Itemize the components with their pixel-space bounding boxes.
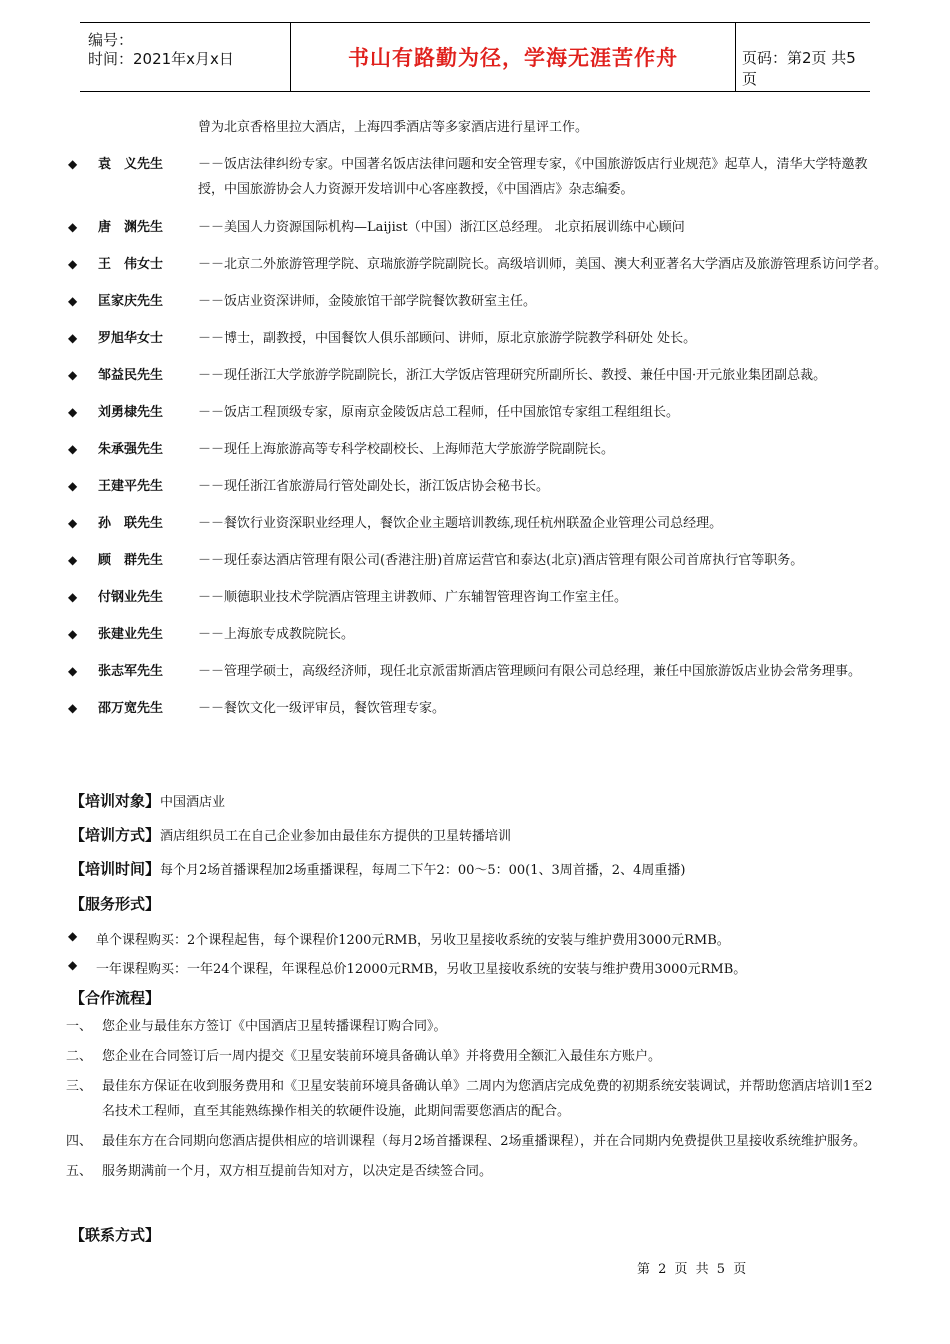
step-text: 最佳东方保证在收到服务费用和《卫星安装前环境具备确认单》二周内为您酒店完成免费的初期系统安装调试，并帮助您酒店培训1至2名技术工程师，直至其能熟练操作相关的软硬件设施，此期间需要您酒店的配合。 <box>102 1079 873 1119</box>
expert-name: 王建平先生 <box>98 479 164 494</box>
bullet-icon: ◆ <box>68 664 78 678</box>
expert-description: －－现任浙江大学旅游学院副院长，浙江大学饭店管理研究所副所长、教授、兼任中国·开元旅业集团副总裁。 <box>198 368 827 383</box>
expert-item <box>68 622 888 647</box>
cooperation-step <box>66 1014 881 1039</box>
training-time-section <box>70 858 685 879</box>
expert-description: －－美国人力资源国际机构—Laijist（中国）浙江区总经理。 北京拓展训练中心顾问 <box>198 220 685 235</box>
bullet-icon: ◆ <box>68 257 78 271</box>
document-time-label: 时间：2021年x月x日 <box>88 50 234 68</box>
expert-name: 顾 群先生 <box>98 553 164 568</box>
expert-name: 张志军先生 <box>98 664 164 679</box>
step-number: 二、 <box>66 1049 93 1064</box>
expert-description: －－博士，副教授，中国餐饮人俱乐部顾问、讲师，原北京旅游学院教学科研处 处长。 <box>198 331 697 346</box>
bullet-icon: ◆ <box>68 929 78 943</box>
expert-description: －－餐饮行业资深职业经理人，餐饮企业主题培训教练,现任杭州联盈企业管理公司总经理。 <box>198 516 723 531</box>
expert-item <box>68 696 888 721</box>
expert-item <box>68 548 888 573</box>
expert-list <box>68 152 888 721</box>
step-text: 最佳东方在合同期向您酒店提供相应的培训课程（每月2场首播课程、2场重播课程），并在合同期内免费提供卫星接收系统维护服务。 <box>102 1134 867 1149</box>
bullet-icon: ◆ <box>68 294 78 308</box>
training-time-title: 【培训时间】 <box>70 860 161 878</box>
expert-item <box>68 474 888 499</box>
expert-description: －－现任泰达酒店管理有限公司(香港注册)首席运营官和泰达(北京)酒店管理有限公司首席执行官等职务。 <box>198 553 804 568</box>
cooperation-steps <box>66 1014 881 1184</box>
bullet-icon: ◆ <box>68 958 78 972</box>
expert-description: －－饭店法律纠纷专家。中国著名饭店法律问题和安全管理专家，《中国旅游饭店行业规范》起草人，清华大学特邀教授，中国旅游协会人力资源开发培训中心客座教授，《中国酒店》杂志编委。 <box>198 157 868 197</box>
expert-name: 唐 渊先生 <box>98 220 164 235</box>
bullet-icon: ◆ <box>68 442 78 456</box>
bullet-icon: ◆ <box>68 405 78 419</box>
step-text: 您企业在合同签订后一周内提交《卫星安装前环境具备确认单》并将费用全额汇入最佳东方账户。 <box>102 1049 662 1064</box>
expert-name: 邹益民先生 <box>98 368 164 383</box>
expert-item <box>68 511 888 536</box>
service-item <box>68 929 730 948</box>
service-item-text: 单个课程购买：2个课程起售，每个课程价1200元RMB，另收卫星接收系统的安装与维护费用3000元RMB。 <box>96 933 730 948</box>
header-left-block <box>88 31 234 69</box>
expert-name: 王 伟女士 <box>98 257 164 272</box>
bullet-icon: ◆ <box>68 220 78 234</box>
step-text: 服务期满前一个月，双方相互提前告知对方，以决定是否续签合同。 <box>102 1164 493 1179</box>
expert-description: －－现任上海旅游高等专科学校副校长、上海师范大学旅游学院副院长。 <box>198 442 615 457</box>
expert-item <box>68 152 888 202</box>
step-number: 五、 <box>66 1164 93 1179</box>
document-number-label: 编号： <box>88 31 134 49</box>
bullet-icon: ◆ <box>68 516 78 530</box>
expert-description: －－饭店工程顶级专家，原南京金陵饭店总工程师，任中国旅馆专家组工程组组长。 <box>198 405 680 420</box>
cooperation-step <box>66 1159 881 1184</box>
training-method-section <box>70 824 511 845</box>
training-time-text: 每个月2场首播课程加2场重播课程，每周二下午2：00～5：00(1、3周首播，2、4周重播) <box>160 863 686 878</box>
expert-description: －－现任浙江省旅游局行管处副处长，浙江饭店协会秘书长。 <box>198 479 550 494</box>
training-target-text: 中国酒店业 <box>160 795 226 810</box>
contact-section-title: 【联系方式】 <box>70 1226 161 1244</box>
expert-description: －－管理学硕士，高级经济师，现任北京派雷斯酒店管理顾问有限公司总经理，兼任中国旅游饭店业协会常务理事。 <box>198 664 862 679</box>
training-method-text: 酒店组织员工在自己企业参加由最佳东方提供的卫星转播培训 <box>160 829 512 844</box>
bullet-icon: ◆ <box>68 553 78 567</box>
bullet-icon: ◆ <box>68 479 78 493</box>
step-text: 您企业与最佳东方签订《中国酒店卫星转播课程订购合同》。 <box>102 1019 447 1034</box>
header-page-label: 页码：第2页 共5页 <box>742 49 856 88</box>
bullet-icon: ◆ <box>68 157 78 171</box>
expert-description: －－上海旅专成教院院长。 <box>198 627 355 642</box>
service-section-title: 【服务形式】 <box>70 895 161 913</box>
bullet-icon: ◆ <box>68 368 78 382</box>
training-method-title: 【培训方式】 <box>70 826 161 844</box>
service-item <box>68 958 746 977</box>
expert-item <box>68 289 888 314</box>
cooperation-step <box>66 1044 881 1069</box>
expert-name: 邵万宽先生 <box>98 701 164 716</box>
step-number: 三、 <box>66 1079 93 1094</box>
expert-item <box>68 215 888 240</box>
expert-item <box>68 400 888 425</box>
bullet-icon: ◆ <box>68 701 78 715</box>
expert-name: 孙 联先生 <box>98 516 164 531</box>
bullet-icon: ◆ <box>68 627 78 641</box>
expert-description: －－北京二外旅游管理学院、京瑞旅游学院副院长。高级培训师，美国、澳大利亚著名大学酒店及旅游管理系访问学者。 <box>198 257 888 272</box>
step-number: 四、 <box>66 1134 93 1149</box>
expert-item <box>68 252 888 277</box>
cooperation-section-title: 【合作流程】 <box>70 989 161 1007</box>
page-footer: 第 2 页 共 5 页 <box>637 1262 747 1277</box>
intro-line: 曾为北京香格里拉大酒店，上海四季酒店等多家酒店进行星评工作。 <box>198 120 589 135</box>
expert-name: 付钢业先生 <box>98 590 164 605</box>
bullet-icon: ◆ <box>68 590 78 604</box>
expert-name: 张建业先生 <box>98 627 164 642</box>
bullet-icon: ◆ <box>68 331 78 345</box>
page-header <box>80 22 870 92</box>
expert-name: 匡家庆先生 <box>98 294 164 309</box>
expert-name: 朱承强先生 <box>98 442 164 457</box>
expert-item <box>68 437 888 462</box>
expert-item <box>68 326 888 351</box>
training-target-title: 【培训对象】 <box>70 792 161 810</box>
expert-name: 刘勇棣先生 <box>98 405 164 420</box>
expert-name: 袁 义先生 <box>98 157 164 172</box>
cooperation-step <box>66 1129 881 1154</box>
step-number: 一、 <box>66 1019 93 1034</box>
expert-description: －－顺德职业技术学院酒店管理主讲教师、广东辅智管理咨询工作室主任。 <box>198 590 628 605</box>
expert-name: 罗旭华女士 <box>98 331 164 346</box>
expert-item <box>68 585 888 610</box>
expert-description: －－餐饮文化一级评审员，餐饮管理专家。 <box>198 701 446 716</box>
cooperation-step <box>66 1074 881 1124</box>
expert-item <box>68 363 888 388</box>
expert-item <box>68 659 888 684</box>
training-target-section <box>70 790 225 811</box>
header-motto: 书山有路勤为径，学海无涯苦作舟 <box>290 23 736 91</box>
expert-description: －－饭店业资深讲师，金陵旅馆干部学院餐饮教研室主任。 <box>198 294 537 309</box>
service-item-text: 一年课程购买：一年24个课程，年课程总价12000元RMB，另收卫星接收系统的安装与维护费用3000元RMB。 <box>96 962 747 977</box>
